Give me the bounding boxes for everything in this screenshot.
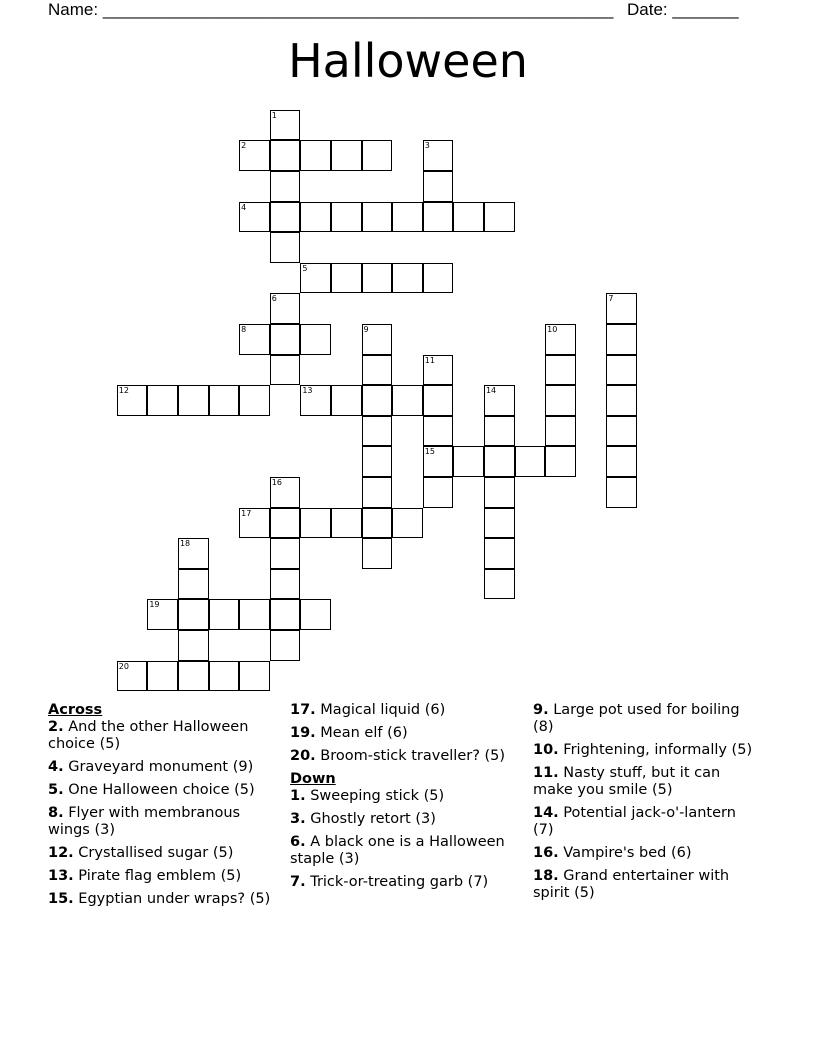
clue-number: 14 [485,386,497,396]
page-title: Halloween [288,34,528,88]
grid-cell[interactable] [606,355,637,386]
grid-cell[interactable] [545,385,576,416]
grid-cell[interactable] [362,446,393,477]
grid-cell[interactable] [331,385,362,416]
grid-cell[interactable] [300,599,331,630]
clue-num: 6. [290,834,306,850]
grid-cell[interactable] [484,569,515,600]
clue-num: 14. [533,805,559,821]
clue-num: 8. [48,805,64,821]
clue-number: 8 [241,324,247,334]
grid-cell[interactable] [270,355,301,386]
grid-cell[interactable] [484,385,515,416]
grid-cell[interactable] [423,416,454,447]
grid-cell[interactable] [392,202,423,233]
grid-cell[interactable] [270,324,301,355]
clue-number: 20 [118,661,129,671]
date-label-text: Date: [627,0,668,19]
grid-cell[interactable] [392,263,423,294]
grid-cell[interactable] [178,630,209,661]
grid-cell[interactable] [515,446,546,477]
grid-cell[interactable] [331,508,362,539]
grid-cell[interactable] [362,140,393,171]
grid-cell[interactable] [606,385,637,416]
clue-text: And the other Halloween choice (5) [48,719,249,752]
clue-number: 16 [271,477,282,487]
grid-cell[interactable] [178,538,209,569]
clue-num: 17. [290,702,316,718]
grid-cell[interactable] [270,202,301,233]
clue-number: 18 [179,539,191,549]
clue-number: 17 [241,508,252,518]
grid-cell[interactable] [423,140,454,171]
clue-num: 19. [290,725,316,741]
clue-num: 9. [533,702,549,718]
across-heading: Across [48,702,103,718]
clue-number: 9 [363,324,369,334]
grid-cell[interactable] [484,446,515,477]
grid-cell[interactable] [362,202,393,233]
clue-text: Vampire's bed (6) [563,845,692,861]
clue-number: 1 [271,110,277,120]
grid-cell[interactable] [270,630,301,661]
across-clue [48,845,273,862]
clue-num: 3. [290,811,306,827]
clue-number: 10 [547,324,558,334]
grid-cell[interactable] [147,661,178,692]
clue-num: 1. [290,788,306,804]
grid-cell[interactable] [147,385,178,416]
date-label [627,0,739,20]
grid-cell[interactable] [392,508,423,539]
grid-cell[interactable] [270,599,301,630]
grid-cell[interactable] [362,355,393,386]
date-line[interactable]: _______ [672,0,739,19]
down-clue [290,788,515,805]
grid-cell[interactable] [545,355,576,386]
grid-cell[interactable] [270,110,301,141]
grid-cell[interactable] [300,508,331,539]
grid-cell[interactable] [239,202,270,233]
clue-text: Potential jack-o'-lantern (7) [533,805,736,838]
grid-cell[interactable] [178,599,209,630]
grid-cell[interactable] [362,263,393,294]
grid-cell[interactable] [331,140,362,171]
clue-num: 13. [48,868,74,884]
grid-cell[interactable] [300,263,331,294]
clue-text: Graveyard monument (9) [68,759,254,775]
grid-cell[interactable] [270,171,301,202]
grid-cell[interactable] [484,416,515,447]
clue-text: Broom-stick traveller? (5) [320,748,506,764]
clue-num: 20. [290,748,316,764]
grid-cell[interactable] [270,569,301,600]
clue-num: 7. [290,874,306,890]
down-clue [290,834,515,868]
grid-cell[interactable] [362,324,393,355]
grid-cell[interactable] [178,385,209,416]
grid-cell[interactable] [331,202,362,233]
grid-cell[interactable] [606,446,637,477]
grid-cell[interactable] [300,324,331,355]
grid-cell[interactable] [270,232,301,263]
grid-cell[interactable] [545,416,576,447]
clue-text: Flyer with membranous wings (3) [48,805,241,838]
down-clue [533,805,758,839]
grid-cell[interactable] [453,202,484,233]
clue-num: 15. [48,891,74,907]
name-line[interactable]: ______________________________________________________ [102,0,614,19]
grid-cell[interactable] [300,385,331,416]
clue-number: 12 [118,386,129,396]
down-clue [533,868,758,902]
grid-cell[interactable] [147,599,178,630]
clue-text: Ghostly retort (3) [310,811,436,827]
clue-text: Magical liquid (6) [320,702,446,718]
clue-number: 5 [302,263,308,273]
grid-cell[interactable] [423,263,454,294]
across-clue [290,748,515,765]
grid-cell[interactable] [606,293,637,324]
grid-cell[interactable] [239,385,270,416]
clue-text: Egyptian under wraps? (5) [78,891,271,907]
across-clue [290,725,515,742]
grid-cell[interactable] [423,477,454,508]
grid-cell[interactable] [362,538,393,569]
down-heading: Down [290,771,336,787]
clue-text: Mean elf (6) [320,725,408,741]
clue-num: 4. [48,759,64,775]
grid-cell[interactable] [484,477,515,508]
grid-cell[interactable] [209,661,240,692]
down-clue [290,811,515,828]
grid-cell[interactable] [239,140,270,171]
grid-cell[interactable] [545,446,576,477]
grid-cell[interactable] [423,202,454,233]
grid-cell[interactable] [209,599,240,630]
down-clue [290,874,515,891]
clue-text: Large pot used for boiling (8) [533,702,740,735]
grid-cell[interactable] [362,508,393,539]
grid-cell[interactable] [423,171,454,202]
grid-cell[interactable] [239,661,270,692]
grid-cell[interactable] [606,324,637,355]
grid-cell[interactable] [270,508,301,539]
clue-number: 3 [424,141,430,151]
down-clue [533,765,758,799]
clue-text: Grand entertainer with spirit (5) [533,868,730,901]
grid-cell[interactable] [300,202,331,233]
grid-cell[interactable] [484,508,515,539]
grid-cell[interactable] [484,538,515,569]
name-label-text: Name: [48,0,99,19]
grid-cell[interactable] [239,599,270,630]
grid-cell[interactable] [484,202,515,233]
grid-cell[interactable] [178,661,209,692]
clue-number: 4 [241,202,247,212]
clue-text: Pirate flag emblem (5) [78,868,242,884]
grid-cell[interactable] [117,385,148,416]
grid-cell[interactable] [453,446,484,477]
clue-number: 11 [424,355,435,365]
across-clues [48,702,273,914]
clue-number: 2 [241,141,247,151]
grid-cell[interactable] [270,140,301,171]
across-clue [48,868,273,885]
clue-number: 6 [271,294,277,304]
clue-number: 13 [302,386,313,396]
grid-cell[interactable] [545,324,576,355]
clue-text: A black one is a Halloween staple (3) [290,834,505,867]
down-clue [533,845,758,862]
grid-cell[interactable] [331,263,362,294]
grid-cell[interactable] [270,538,301,569]
clue-num: 18. [533,868,559,884]
grid-cell[interactable] [362,477,393,508]
clue-text: Sweeping stick (5) [310,788,445,804]
clue-number: 7 [608,294,614,304]
across-clue [290,702,515,719]
grid-cell[interactable] [606,477,637,508]
grid-cell[interactable] [117,661,148,692]
clue-text: One Halloween choice (5) [68,782,255,798]
clue-num: 10. [533,742,559,758]
grid-cell[interactable] [270,293,301,324]
clues-column-2 [290,702,515,897]
clue-num: 16. [533,845,559,861]
clue-text: Frightening, informally (5) [563,742,753,758]
grid-cell[interactable] [270,477,301,508]
clue-text: Trick-or-treating garb (7) [310,874,489,890]
name-label [48,0,613,20]
clue-number: 15 [424,447,435,457]
grid-cell[interactable] [300,140,331,171]
clue-num: 2. [48,719,64,735]
across-clue [48,891,273,908]
grid-cell[interactable] [239,324,270,355]
grid-cell[interactable] [423,385,454,416]
across-clue [48,805,273,839]
grid-cell[interactable] [362,385,393,416]
grid-cell[interactable] [606,416,637,447]
grid-cell[interactable] [423,355,454,386]
clues-column-3 [533,702,758,908]
clue-number: 19 [149,600,160,610]
grid-cell[interactable] [209,385,240,416]
grid-cell[interactable] [178,569,209,600]
clue-num: 11. [533,765,559,781]
across-clue [48,719,273,753]
grid-cell[interactable] [239,508,270,539]
clue-num: 12. [48,845,74,861]
grid-cell[interactable] [362,416,393,447]
across-clue [48,782,273,799]
down-clue [533,702,758,736]
across-clue [48,759,273,776]
clue-text: Nasty stuff, but it can make you smile (5) [533,765,721,798]
grid-cell[interactable] [392,385,423,416]
clue-text: Crystallised sugar (5) [78,845,234,861]
down-clue [533,742,758,759]
clue-num: 5. [48,782,64,798]
grid-cell[interactable] [423,446,454,477]
